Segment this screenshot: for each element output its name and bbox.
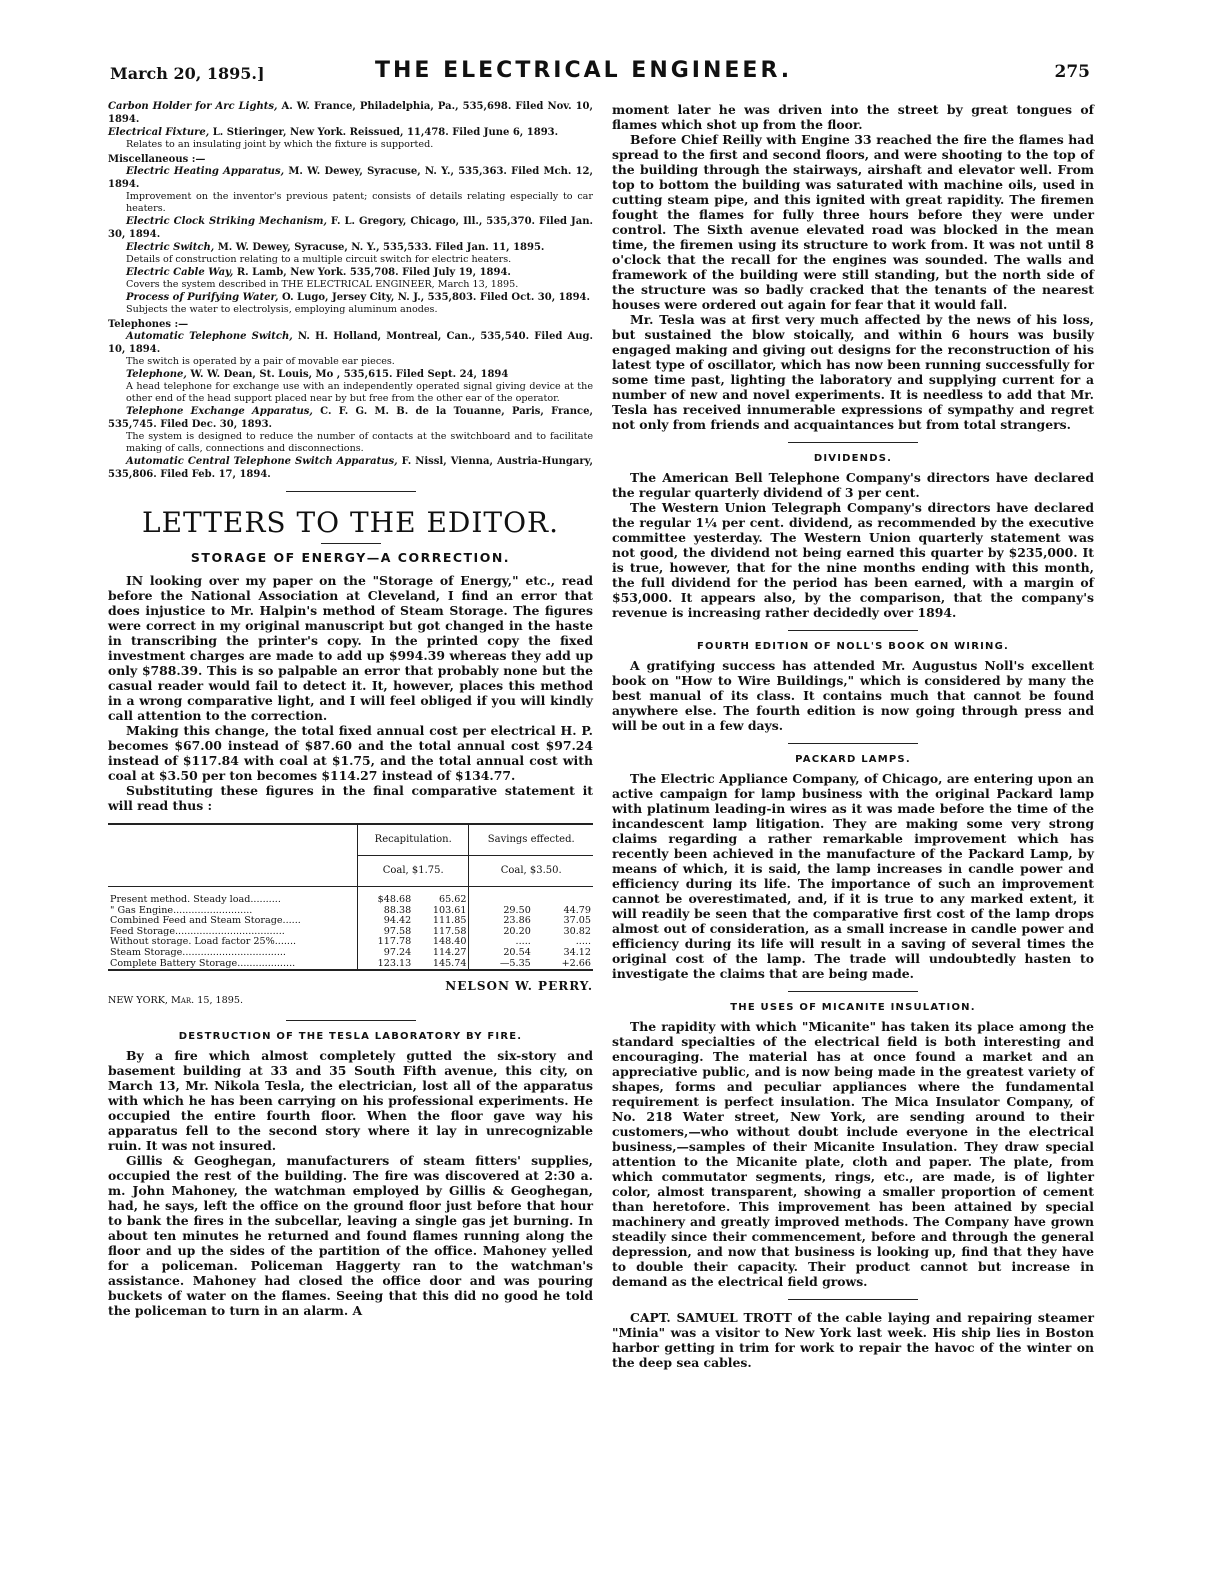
- patent-note: Relates to an insulating joint by which the fixture is supported.: [126, 139, 434, 150]
- dividends-paragraph: The Western Union Telegraph Company's directors have declared the regular 1¼ per cent. dividend, as recommended by the executive committee yesterday. The Western Union quarterly statement was not good, the dividend not being earned this quarter by $235,000. It is true, however, that for the nine months ending with this month, the full dividend for the period has been earned, with a margin of $53,000. It appears also, by the comparison, that the company's revenue is increasing rather decidedly over 1894.: [612, 500, 1094, 620]
- patent-entry: Electric Switch, M. W. Dewey, Syracuse, N. Y., 535,533. Filed Jan. 11, 1895.: [126, 242, 545, 253]
- packard-paragraph: The Electric Appliance Company, of Chicago, are entering upon an active campaign for lamp business with the original Packard lamp with platinum leading-in wires as it was made before the time of the incandescent lamp litigation. They are making some very strong claims regarding a rather remarkable improvement which has recently been achieved in the manufacture of the Packard Lamp, by means of which, it is said, the lamp increases in candle power and efficiency during its life. The importance of such an improvement cannot be overestimated, and, if it is true to any marked extent, it will readily be seen that the comparative first cost of the lamp drops almost out of consideration, as a small increase in candle power and efficiency during its life will result in a saving of several times the original cost of the lamp. The trade will undoubtedly hasten to investigate the claims that are being made.: [612, 771, 1094, 981]
- dividends-paragraph: The American Bell Telephone Company's directors have declared the regular quarterly dividend of 3 per cent.: [612, 470, 1094, 500]
- divider: [286, 1020, 416, 1021]
- tesla-paragraph: By a fire which almost completely gutted the six-story and basement building at 33 and 35 South Fifth avenue, this city, on March 13, Mr. Nikola Tesla, the electrician, lost all of the apparatus with which he has been carrying on his professional experiments. He occupied the entire fourth floor. When the floor gave way his apparatus fell to the second story where it lay in unrecognizable ruin. It was not insured.: [108, 1048, 593, 1154]
- table-row: Complete Battery Storage................... 123.13 145.74 —5.35 +2.66: [110, 957, 591, 969]
- noll-title: FOURTH EDITION OF NOLL'S BOOK ON WIRING.: [696, 641, 1010, 652]
- storage-paragraph: Substituting these figures in the final comparative statement it will read thus :: [108, 783, 593, 813]
- patent-entry: Telephone, W. W. Dean, St. Louis, Mo , 535,615. Filed Sept. 24, 1894: [126, 369, 509, 380]
- table-row: Without storage. Load factor 25%....... 117.78 148.40 ..... .....: [110, 936, 591, 948]
- divider: [788, 743, 918, 744]
- patent-note: Improvement on the inventor's previous patent; consists of details relating especially to car heaters.: [126, 191, 593, 214]
- tesla-paragraph: moment later he was driven into the street by great tongues of flames which shot up from the floor.: [612, 102, 1094, 132]
- table-row: " Gas Engine.......................... 88.38 103.61 29.50 44.79: [110, 904, 591, 916]
- masthead: THE ELECTRICAL ENGINEER.: [375, 58, 793, 83]
- patent-entry: Automatic Central Telephone Switch Apparatus, F. Nissl, Vienna, Austria-Hungary, 535,806. Filed Feb. 17, 1894.: [108, 456, 593, 480]
- table-row: Combined Feed and Steam Storage...... 94.42 111.85 23.86 37.05: [110, 915, 591, 927]
- comparative-table: [108, 823, 593, 971]
- table-header: Savings effected.: [469, 824, 593, 856]
- table-row: Feed Storage.................................... 97.58 117.58 20.20 30.82: [110, 925, 591, 937]
- patent-entry: Carbon Holder for Arc Lights, A. W. France, Philadelphia, Pa., 535,698. Filed Nov. 10, 1894.: [108, 101, 593, 125]
- table-row: Present method. Steady load.......... $48.68 65.62: [108, 895, 593, 906]
- page-header: [110, 58, 1090, 88]
- tesla-title: DESTRUCTION OF THE TESLA LABORATORY BY FIRE.: [178, 1031, 523, 1043]
- dividends-title: DIVIDENDS.: [813, 453, 893, 464]
- signature: NELSON W. PERRY.: [445, 979, 593, 994]
- table-subheader: Coal, $3.50.: [469, 856, 593, 887]
- patent-entry: Electric Clock Striking Mechanism, F. L. Gregory, Chicago, Ill., 535,370. Filed Jan. 30, 1894.: [108, 216, 593, 240]
- page-number: 275: [1054, 62, 1090, 82]
- micanite-title: THE USES OF MICANITE INSULATION.: [730, 1002, 976, 1013]
- table-header: Recapitulation.: [358, 824, 469, 856]
- left-column: [108, 100, 593, 1318]
- patent-entry: Process of Purifying Water, O. Lugo, Jersey City, N. J., 535,803. Filed Oct. 30, 1894.: [126, 292, 590, 303]
- category-heading: Miscellaneous :—: [108, 154, 206, 165]
- storage-title: STORAGE OF ENERGY—A CORRECTION.: [190, 550, 511, 565]
- noll-paragraph: A gratifying success has attended Mr. Augustus Noll's excellent book on "How to Wire Buildings," which is considered by many the best manual of its class. It contains much that cannot be found anywhere else. The fourth edition is now going through press and will be out in a few days.: [612, 658, 1094, 733]
- right-column: [612, 102, 1094, 1370]
- storage-paragraph: Making this change, the total fixed annual cost per electrical H. P. becomes $67.00 instead of $87.60 and the total annual cost $97.24 instead of $117.84 with coal at $1.75, and the total annual cost with coal at $3.50 per ton becomes $114.27 instead of $134.77.: [108, 723, 593, 783]
- divider: [286, 491, 416, 492]
- patent-note: Subjects the water to electrolysis, employing aluminum anodes.: [126, 304, 438, 315]
- letters-heading: LETTERS TO THE EDITOR.: [141, 506, 560, 539]
- divider: [788, 630, 918, 631]
- micanite-paragraph: The rapidity with which "Micanite" has taken its place among the standard specialties of the electrical field is both interesting and encouraging. The material has at once found a market and an appreciative public, and is now being made in the greatest variety of shapes, forms and peculiar appliances where the fundamental requirement is perfect insulation. The Mica Insulator Company, of No. 218 Water street, New York, are sending around to their customers,—who without doubt include everyone in the electrical business,—samples of their Micanite Insulation. They draw special attention to the Micanite plate, cloth and paper. The plate, from which commutator segments, rings, etc., are made, is of lighter color, almost transparent, showing a smaller proportion of cement than heretofore. This improvement has been attained by special machinery and greatly improved methods. The Company have grown steadily since their commencement, before and through the general depression, and now that business is looking up, find that they have to double their capacity. Their product cannot but increase in demand as the electrical field grows.: [612, 1019, 1094, 1289]
- patent-entry: Electric Cable Way, R. Lamb, New York. 535,708. Filed July 19, 1894.: [126, 267, 511, 278]
- tesla-paragraph: Before Chief Reilly with Engine 33 reached the fire the flames had spread to the first and second floors, and were shooting to the top of the building through the stairways, airshaft and elevator well. From top to bottom the building was saturated with machine oils, used in cutting steam pipe, and this ignited with great rapidity. The firemen fought the flames for fully three hours before they were under control. The Sixth avenue elevated road was blocked in the mean time, the firemen using its structure to work from. It was not until 8 o'clock that the recall for the engines was sounded. The walls and framework of the building were still standing, but the north side of the structure was so badly cracked that the tenants of the nearest houses were ordered out again for fear that it would fall.: [612, 132, 1094, 312]
- table-corner: [108, 824, 358, 856]
- patent-note: The switch is operated by a pair of movable ear pieces.: [126, 356, 395, 367]
- divider: [321, 543, 381, 544]
- dateline: NEW YORK, Mar. 15, 1895.: [108, 995, 244, 1007]
- category-heading: Telephones :—: [108, 319, 189, 330]
- table-subheader: Coal, $1.75.: [358, 856, 469, 887]
- trott-paragraph: CAPT. SAMUEL TROTT of the cable laying and repairing steamer "Minia" was a visitor to New York last week. His ship lies in Boston harbor getting in trim for work to repair the havoc of the winter on the deep sea cables.: [612, 1310, 1094, 1370]
- patent-note: Details of construction relating to a multiple circuit switch for electric heaters.: [126, 254, 512, 265]
- patent-note: Covers the system described in THE ELECTRICAL ENGINEER, March 13, 1895.: [126, 279, 519, 290]
- tesla-paragraph: Mr. Tesla was at first very much affected by the news of his loss, but sustained the blow stoically, and within 6 hours was busily engaged making and giving out designs for the reconstruction of his latest type of oscillator, which has now been running successfully for some time past, lighting the laboratory and supplying current for a number of new and novel experiments. It is needless to add that Mr. Tesla has received innumerable expressions of sympathy and regret not only from friends and acquaintances but from total strangers.: [612, 312, 1094, 432]
- tesla-paragraph: Gillis & Geoghegan, manufacturers of steam fitters' supplies, occupied the rest of the building. The fire was discovered at 2:30 a. m. John Mahoney, the watchman employed by Gillis & Geoghegan, had, he says, left the office on the ground floor just before that hour to bank the fires in the subcellar, leaving a single gas jet burning. In about ten minutes he returned and found flames running along the floor and up the sides of the partition of the office. Mahoney yelled for a policeman. Policeman Haggerty ran to the watchman's assistance. Mahoney had closed the office door and was pouring buckets of water on the flames. Seeing that this did no good he told the policeman to turn in an alarm. A: [108, 1153, 593, 1319]
- patent-entry: Automatic Telephone Switch, N. H. Holland, Montreal, Can., 535,540. Filed Aug. 10, 1894.: [108, 331, 593, 355]
- divider: [788, 442, 918, 443]
- packard-title: PACKARD LAMPS.: [795, 754, 911, 765]
- patent-entry: Electric Heating Apparatus, M. W. Dewey, Syracuse, N. Y., 535,363. Filed Mch. 12, 1894.: [108, 166, 593, 190]
- patent-list: [108, 100, 593, 481]
- issue-date: March 20, 1895.]: [110, 64, 265, 83]
- table-row: Steam Storage.................................. 97.24 114.27 20.54 34.12: [110, 946, 591, 958]
- patent-note: A head telephone for exchange use with an independently operated signal giving device at the other end of the head support placed near by but free from the other ear of the operator.: [126, 381, 593, 404]
- divider: [788, 991, 918, 992]
- patent-entry: Electrical Fixture, L. Stieringer, New York. Reissued, 11,478. Filed June 6, 1893.: [108, 127, 559, 138]
- storage-paragraph: IN looking over my paper on the "Storage of Energy," etc., read before the National Association at Cleveland, I find an error that does injustice to Mr. Halpin's method of Steam Storage. The figures were correct in my original manuscript but got changed in the haste in transcribing the printer's copy. In the printed copy the fixed investment charges are made to add up $994.39 whereas they add up only $788.39. This is so palpable an error that probably none but the casual reader would fail to detect it. It, however, places this method in a wrong comparative light, and I will feel obliged if you will kindly call attention to the correction.: [108, 573, 593, 723]
- patent-entry: Telephone Exchange Apparatus, C. F. G. M. B. de la Touanne, Paris, France, 535,745. Filed Dec. 30, 1893.: [108, 406, 593, 430]
- divider: [788, 1299, 918, 1300]
- patent-note: The system is designed to reduce the number of contacts at the switchboard and to facilitate making of calls, connections and disconnections.: [126, 431, 593, 454]
